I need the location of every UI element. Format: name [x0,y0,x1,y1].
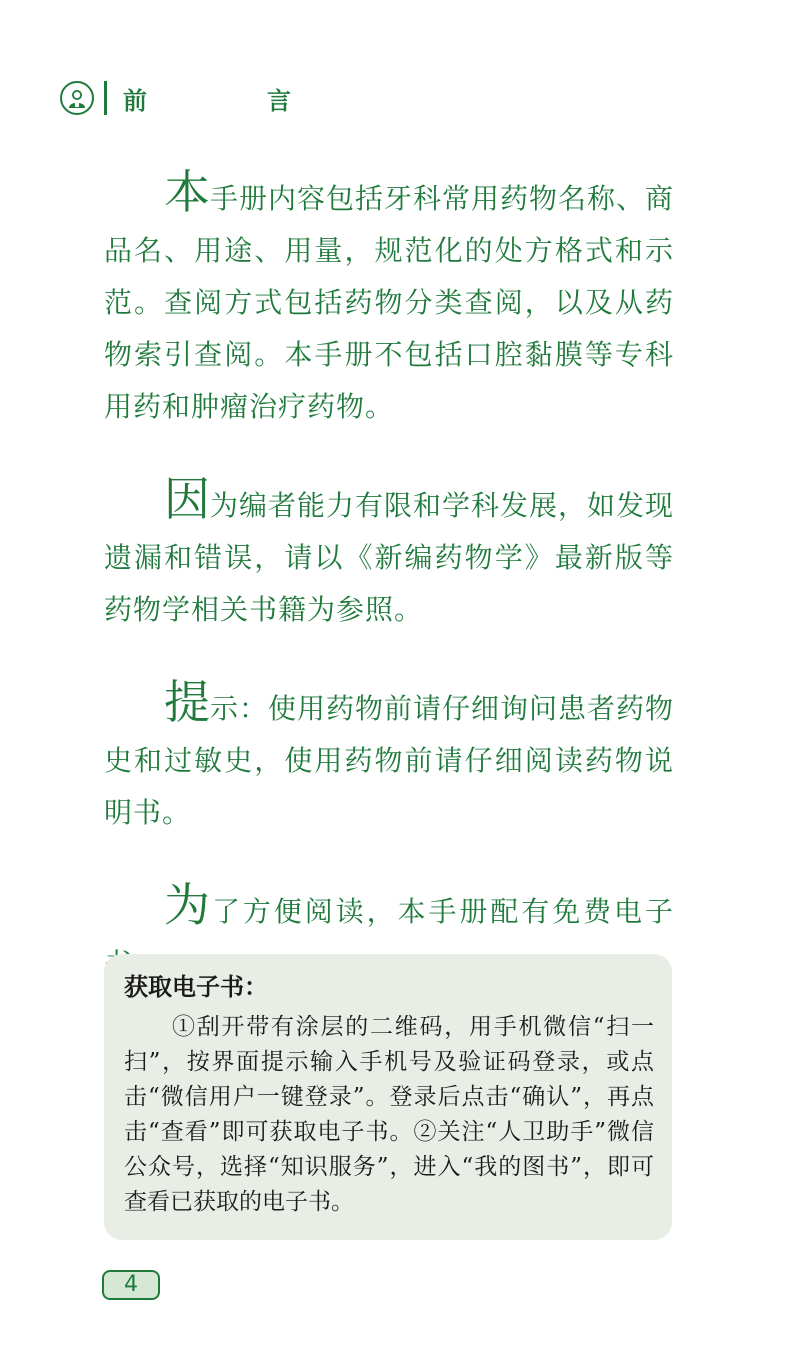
paragraph-text: 了方便阅读，本手册配有免费电子 [211,895,674,928]
paragraph-1 [104,165,675,433]
chapter-title: 前 言 [123,86,339,115]
ebook-box-title: 获取电子书： [124,973,268,1001]
lead-char: 因 [164,472,210,526]
person-badge-icon [60,81,94,115]
paragraph-text: 示：使用药物前请仔细询问患者药物史和过敏史，使用药物前请仔细阅读药物说明书。 [104,692,675,829]
paragraph-3 [104,675,675,839]
preface-body [104,165,675,1036]
lead-char: 本 [164,165,210,219]
chapter-header [60,78,339,118]
lead-char: 为 [164,878,212,932]
header-divider [104,81,107,115]
paragraph-2 [104,472,675,636]
lead-char: 提 [164,675,210,729]
ebook-info-box [104,954,672,1240]
paragraph-text: 为编者能力有限和学科发展，如发现遗漏和错误，请以《新编药物学》最新版等药物学相关书籍为参照。 [104,489,675,626]
ebook-box-text: ①刮开带有涂层的二维码，用手机微信“扫一扫”，按界面提示输入手机号及验证码登录，或点击“微信用户一键登录”。登录后点击“确认”，再点击“查看”即可获取电子书。②关注“人卫助手”微信公众号，选择“知识服务”，进入“我的图书”，即可查看已获取的电子书。 [124,1014,654,1215]
page-number: 4 [102,1270,160,1300]
paragraph-text: 手册内容包括牙科常用药物名称、商品名、用途、用量，规范化的处方格式和示范。查阅方式包括药物分类查阅，以及从药物索引查阅。本手册不包括口腔黏膜等专科用药和肿瘤治疗药物。 [104,182,675,423]
